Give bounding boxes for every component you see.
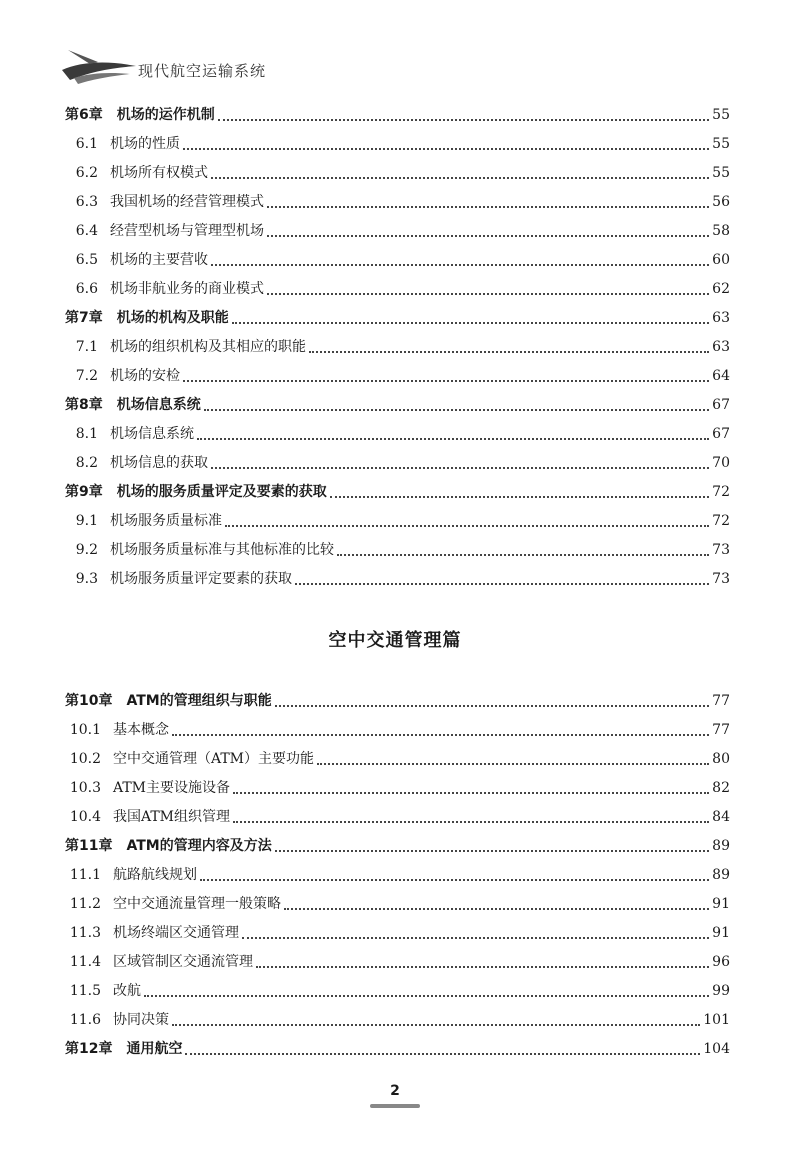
toc-section-row[interactable] [58,218,730,240]
toc-leader-dots [317,761,709,765]
toc-entry-title: 机场的性质 [110,136,180,152]
toc-leader-dots [197,436,709,440]
toc-section-row[interactable] [58,862,730,884]
toc-entry-page: 82 [712,780,730,796]
toc-section-row[interactable] [58,746,730,768]
toc-entry-title: ATM主要设施设备 [113,780,231,796]
toc-entry-page: 99 [712,983,730,999]
toc-leader-dots [284,906,709,910]
toc-entry-page: 58 [712,223,730,239]
toc-section-row[interactable] [58,537,730,559]
toc-entry-number: 9.3 [75,571,98,587]
toc-entry-page: 60 [712,252,730,268]
toc-entry-title: 机场服务质量标准 [110,513,222,529]
toc-section-row[interactable] [58,247,730,269]
toc-leader-dots [309,349,709,353]
toc-entry-number: 9.1 [75,513,98,529]
toc-entry-number: 11.4 [69,954,101,970]
toc-entry-number: 第9章 [65,484,103,500]
toc-section-row[interactable] [58,334,730,356]
toc-section-row[interactable] [58,717,730,739]
toc-entry-page: 62 [712,281,730,297]
toc-entry-title: 机场信息系统 [116,397,201,413]
toc-entry-title: 机场的机构及职能 [116,310,229,326]
toc-entry-number: 6.3 [75,194,98,210]
toc-entry-title: 机场服务质量标准与其他标准的比较 [110,542,334,558]
toc-entry-number: 11.2 [69,896,101,912]
toc-entry-page: 72 [712,513,730,529]
toc-entry-title: ATM的管理组织与职能 [126,693,272,709]
toc-entry-number: 10.3 [69,780,101,796]
toc-section-row[interactable] [58,508,730,530]
toc-leader-dots [204,407,709,411]
toc-section-row[interactable] [58,978,730,1000]
toc-leader-dots [225,523,709,527]
toc-leader-dots [275,703,709,707]
toc-entry-page: 80 [712,751,730,767]
toc-entry-page: 77 [712,693,730,709]
toc-leader-dots [233,819,709,823]
toc-section-row[interactable] [58,160,730,182]
toc-leader-dots [267,291,709,295]
toc-entry-title: 空中交通管理（ATM）主要功能 [113,751,315,767]
toc-entry-number: 第7章 [65,310,103,326]
toc-entry-title: 机场服务质量评定要素的获取 [110,571,292,587]
toc-entry-number: 11.5 [69,983,101,999]
toc-entry-title: 基本概念 [113,722,169,738]
toc-leader-dots [144,993,709,997]
toc-entry-title: 机场所有权模式 [110,165,208,181]
toc-leader-dots [185,1051,700,1055]
toc-leader-dots [267,204,709,208]
toc-section-row[interactable] [58,949,730,971]
toc-entry-number: 第10章 [65,693,113,709]
toc-entry-number: 10.1 [69,722,101,738]
toc-section-row[interactable] [58,276,730,298]
toc-entry-page: 84 [712,809,730,825]
toc-entry-title: 机场的组织机构及其相应的职能 [110,339,306,355]
page-number-rule [370,1104,420,1108]
toc-entry-page: 89 [712,867,730,883]
toc-entry-title: 航路航线规划 [113,867,197,883]
toc-entry-title: 机场信息的获取 [110,455,208,471]
toc-leader-dots [256,964,709,968]
toc-entry-page: 64 [712,368,730,384]
toc-leader-dots [172,732,709,736]
toc-entry-title: 空中交通流量管理一般策略 [113,896,281,912]
toc-entry-title: 机场的主要营收 [110,252,208,268]
toc-section-row[interactable] [58,891,730,913]
toc-section-row[interactable] [58,363,730,385]
toc-chapter-row[interactable] [65,102,730,124]
toc-entry-page: 56 [712,194,730,210]
toc-entry-page: 63 [712,310,730,326]
toc-leader-dots [211,175,709,179]
book-title: 现代航空运输系统 [138,62,267,80]
toc-section-row[interactable] [58,189,730,211]
toc-entry-number: 6.2 [75,165,98,181]
toc-leader-dots [172,1022,700,1026]
toc-entry-title: 机场的运作机制 [116,107,215,123]
toc-entry-page: 70 [712,455,730,471]
toc-entry-page: 91 [712,896,730,912]
toc-entry-page: 101 [703,1012,730,1028]
toc-entry-page: 63 [712,339,730,355]
toc-chapter-row[interactable] [65,833,730,855]
toc-entry-title: 协同决策 [113,1012,169,1028]
toc-leader-dots [295,581,709,585]
toc-entry-title: 我国机场的经营管理模式 [110,194,264,210]
toc-entry-title: 机场的服务质量评定及要素的获取 [116,484,327,500]
toc-entry-number: 8.1 [75,426,98,442]
toc-leader-dots [330,494,709,498]
toc-entry-number: 9.2 [75,542,98,558]
toc-entry-page: 72 [712,484,730,500]
toc-entry-page: 67 [712,426,730,442]
toc-leader-dots [337,552,709,556]
toc-entry-page: 55 [712,136,730,152]
toc-leader-dots [267,233,709,237]
toc-entry-title: 改航 [113,983,141,999]
toc-leader-dots [232,320,709,324]
toc-entry-number: 6.4 [75,223,98,239]
toc-leader-dots [183,378,709,382]
toc-entry-number: 7.1 [75,339,98,355]
toc-entry-page: 96 [712,954,730,970]
toc-entry-title: 我国ATM组织管理 [113,809,231,825]
toc-entry-page: 104 [703,1041,730,1057]
toc-entry-number: 6.6 [75,281,98,297]
toc-entry-page: 73 [712,542,730,558]
toc-section-row[interactable] [58,804,730,826]
toc-leader-dots [211,465,709,469]
toc-entry-number: 第8章 [65,397,103,413]
toc-entry-title: 通用航空 [126,1041,183,1057]
toc-entry-number: 10.4 [69,809,101,825]
toc-entry-number: 6.5 [75,252,98,268]
toc-section-row[interactable] [58,450,730,472]
toc-entry-number: 10.2 [69,751,101,767]
toc-entry-title: 区域管制区交通流管理 [113,954,253,970]
toc-entry-number: 第6章 [65,107,103,123]
toc-entry-title: 机场终端区交通管理 [113,925,239,941]
toc-entry-number: 6.1 [75,136,98,152]
toc-section-row[interactable] [58,775,730,797]
plane-logo-icon [60,40,140,85]
page-number: 2 [390,1083,400,1099]
toc-entry-page: 55 [712,165,730,181]
toc-section-row[interactable] [58,920,730,942]
toc-chapter-row[interactable] [65,479,730,501]
toc-chapter-row[interactable] [65,1036,730,1058]
toc-entry-number: 11.6 [69,1012,101,1028]
toc-leader-dots [242,935,709,939]
toc-entry-title: ATM的管理内容及方法 [126,838,272,854]
toc-entry-number: 7.2 [75,368,98,384]
toc-leader-dots [211,262,709,266]
toc-entry-title: 机场信息系统 [110,426,194,442]
toc-chapter-row[interactable] [65,688,730,710]
toc-leader-dots [183,146,709,150]
toc-entry-number: 11.3 [69,925,101,941]
toc-entry-title: 经营型机场与管理型机场 [110,223,264,239]
toc-chapter-row[interactable] [65,392,730,414]
toc-entry-title: 机场的安检 [110,368,180,384]
toc-section-row[interactable] [58,421,730,443]
toc-section-row[interactable] [58,1007,730,1029]
toc-leader-dots [233,790,709,794]
toc-chapter-row[interactable] [65,305,730,327]
toc-leader-dots [275,848,709,852]
toc-entry-page: 91 [712,925,730,941]
toc-entry-page: 89 [712,838,730,854]
toc-leader-dots [218,117,709,121]
toc-entry-page: 55 [712,107,730,123]
toc-entry-number: 第12章 [65,1041,113,1057]
page-header [60,40,360,100]
toc-entry-page: 73 [712,571,730,587]
toc-leader-dots [200,877,709,881]
toc-entry-title: 机场非航业务的商业模式 [110,281,264,297]
toc-entry-number: 11.1 [69,867,101,883]
toc-section-row[interactable] [58,566,730,588]
toc-entry-page: 77 [712,722,730,738]
toc-entry-number: 8.2 [75,455,98,471]
toc-entry-number: 第11章 [65,838,113,854]
toc-section-row[interactable] [58,131,730,153]
toc-entry-page: 67 [712,397,730,413]
part-title: 空中交通管理篇 [328,630,462,651]
